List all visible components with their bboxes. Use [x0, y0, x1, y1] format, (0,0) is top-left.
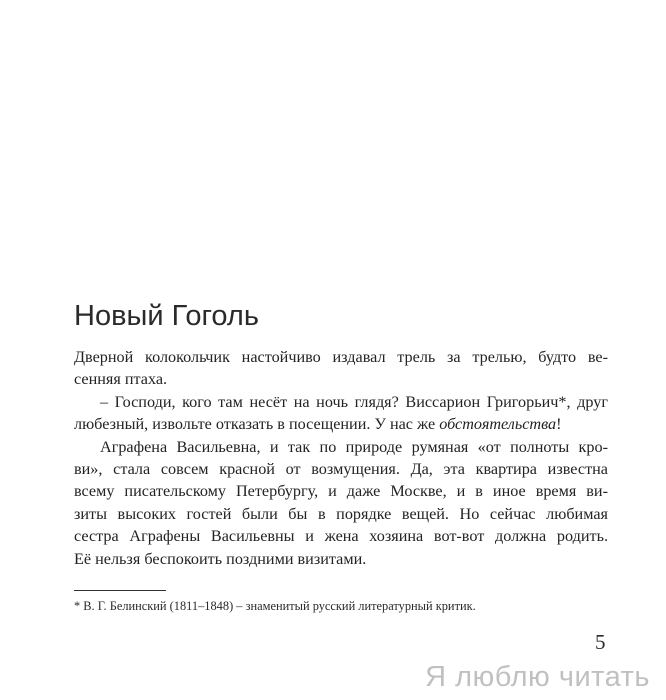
paragraph-2-line-1: – Господи, кого там несёт на ночь глядя? Виссарион Григорьич*, друг: [100, 392, 608, 411]
body-text: [74, 346, 608, 570]
chapter-title: Новый Гоголь: [74, 300, 259, 332]
page-number: 5: [595, 630, 606, 654]
emphasized-word: обстоятельства: [439, 415, 557, 434]
exclamation-mark: !: [556, 415, 562, 434]
paragraph-3-line-1: Аграфена Васильевна, и так по природе румяная «от полноты кро-: [100, 437, 608, 456]
paragraph-2-line-2: [74, 413, 608, 435]
paragraph-3-line-6: Её нельзя беспокоить поздними визитами.: [74, 549, 367, 568]
footnote: * В. Г. Белинский (1811–1848) – знаменитый русский литературный критик.: [74, 599, 476, 613]
footnote-divider: [74, 590, 166, 591]
paragraph-3-line-3: всему писательскому Петербургу, и даже Москве, и в иное время ви-: [74, 482, 608, 501]
paragraph-3-line-5: сестра Аграфены Васильевны и жена хозяина вот-вот должна родить.: [74, 527, 608, 546]
paragraph-2-text: любезный, извольте отказать в посещении. У нас же: [74, 415, 440, 434]
paragraph-1-line-1: Дверной колокольчик настойчиво издавал трель за трелью, будто ве-: [74, 348, 608, 366]
paragraph-3-line-2: ви», стала совсем красной от возмущения. Да, эта квартира известна: [74, 459, 608, 478]
paragraph-3-line-4: зиты высоких гостей были бы в порядке вещей. Но сейчас любимая: [74, 504, 608, 523]
paragraph-1-line-2: сенняя птаха.: [74, 370, 168, 389]
watermark: Я люблю читать: [425, 661, 650, 693]
